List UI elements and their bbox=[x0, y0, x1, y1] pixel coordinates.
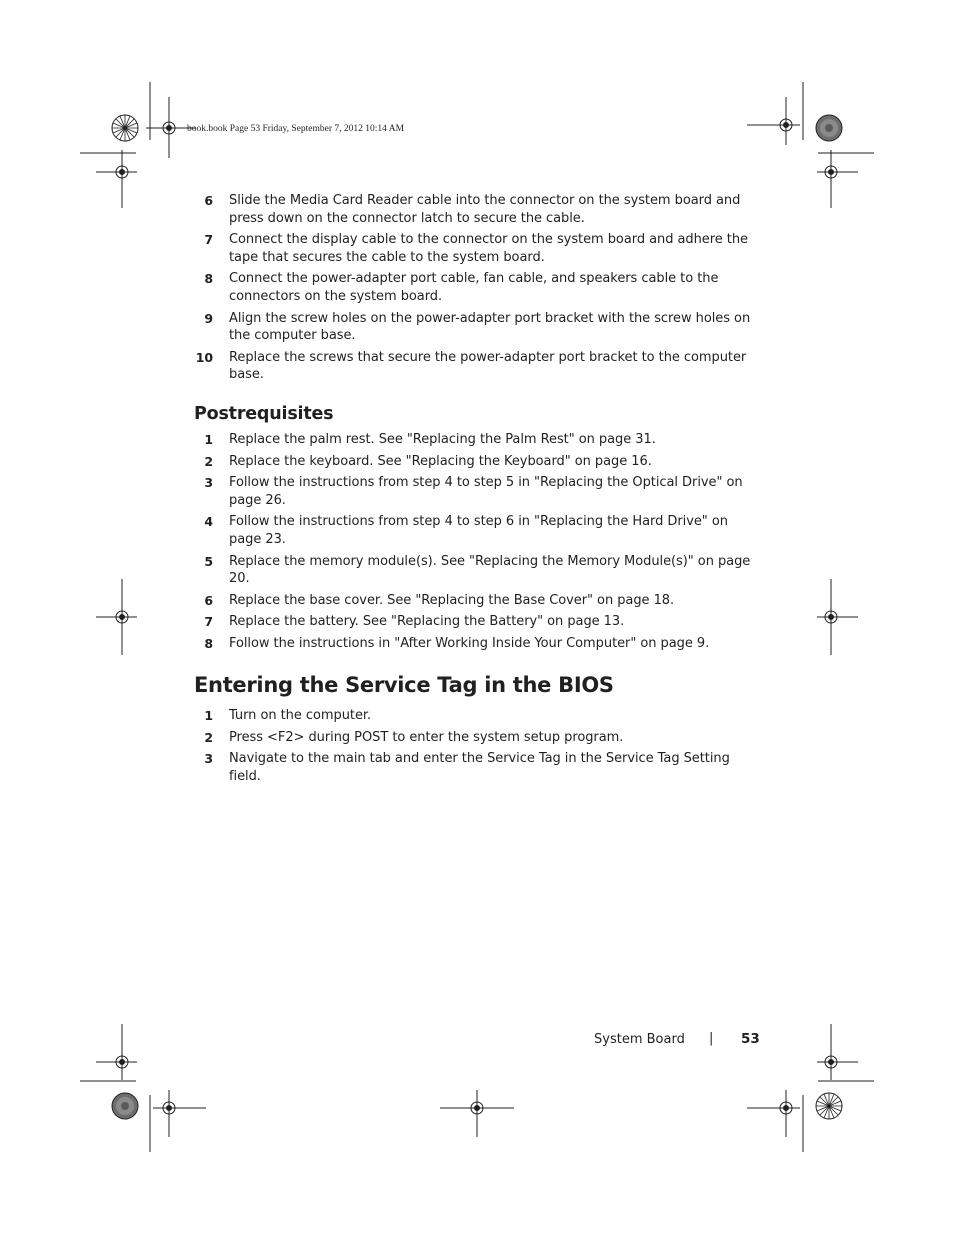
step-number: 10 bbox=[195, 349, 213, 365]
step-text: Turn on the computer. bbox=[229, 708, 372, 723]
list-item bbox=[194, 192, 754, 227]
starburst-registration-icon bbox=[816, 1093, 842, 1119]
step-number: 8 bbox=[204, 635, 213, 651]
list-item bbox=[194, 707, 754, 725]
step-text: Follow the instructions from step 4 to step 5 in "Replacing the Optical Drive" on page 26. bbox=[229, 475, 743, 508]
registration-crosshair-icon bbox=[817, 150, 858, 208]
step-text: Navigate to the main tab and enter the Service Tag in the Service Tag Setting field. bbox=[229, 751, 730, 784]
list-item bbox=[194, 431, 754, 449]
step-number: 5 bbox=[204, 553, 213, 569]
registration-crosshair-icon bbox=[747, 1090, 800, 1137]
step-text: Align the screw holes on the power-adapter port bracket with the screw holes on the computer base. bbox=[229, 310, 751, 344]
list-item bbox=[194, 513, 754, 548]
step-number: 7 bbox=[204, 232, 213, 248]
step-text: Press <F2> during POST to enter the system setup program. bbox=[229, 729, 624, 745]
step-number: 6 bbox=[204, 592, 213, 608]
registration-crosshair-icon bbox=[153, 1090, 206, 1137]
print-slug-header: book.book Page 53 Friday, September 7, 2012 10:14 AM bbox=[187, 124, 405, 134]
step-text: Connect the power-adapter port cable, fan cable, and speakers cable to the connectors on the system board. bbox=[229, 271, 719, 304]
step-number: 7 bbox=[204, 614, 213, 630]
starburst-registration-icon bbox=[112, 115, 138, 141]
postrequisites-heading: Postrequisites bbox=[194, 404, 334, 424]
list-item bbox=[194, 592, 754, 610]
step-text: Follow the instructions in "After Working Inside Your Computer" on page 9. bbox=[229, 635, 710, 651]
step-number: 4 bbox=[204, 514, 213, 530]
list-item bbox=[194, 270, 754, 305]
postrequisites-list bbox=[194, 431, 754, 657]
registration-crosshair-icon bbox=[96, 1024, 137, 1080]
install-steps-list bbox=[194, 192, 754, 388]
step-number: 2 bbox=[204, 729, 213, 745]
step-text: Follow the instructions from step 4 to step 6 in "Replacing the Hard Drive" on page 23. bbox=[229, 514, 728, 547]
gray-registration-disc-icon bbox=[816, 115, 842, 141]
registration-crosshair-icon bbox=[747, 97, 800, 145]
step-text: Connect the display cable to the connector on the system board and adhere the tape that secures the cable to the system board. bbox=[229, 232, 748, 265]
step-text: Replace the keyboard. See "Replacing the Keyboard" on page 16. bbox=[229, 453, 652, 469]
step-text: Slide the Media Card Reader cable into the connector on the system board and press down on the connector latch to secure the cable. bbox=[229, 193, 741, 226]
step-text: Replace the base cover. See "Replacing the Base Cover" on page 18. bbox=[229, 592, 675, 608]
list-item bbox=[194, 613, 754, 631]
step-number: 6 bbox=[204, 193, 213, 208]
list-item bbox=[194, 474, 754, 509]
step-number: 3 bbox=[204, 475, 213, 491]
list-item bbox=[194, 310, 754, 345]
registration-crosshair-icon bbox=[96, 579, 137, 655]
list-item bbox=[194, 635, 754, 653]
registration-crosshair-icon bbox=[96, 150, 137, 208]
registration-crosshair-icon bbox=[817, 579, 858, 655]
step-number: 8 bbox=[204, 271, 213, 287]
registration-crosshair-icon bbox=[817, 1024, 858, 1080]
step-text: Replace the memory module(s). See "Replacing the Memory Module(s)" on page 20. bbox=[229, 553, 751, 587]
step-text: Replace the screws that secure the power-adapter port bracket to the computer base. bbox=[229, 349, 747, 383]
step-text: Replace the battery. See "Replacing the Battery" on page 13. bbox=[229, 614, 625, 630]
step-number: 3 bbox=[204, 751, 213, 767]
list-item bbox=[194, 349, 754, 384]
registration-crosshair-icon bbox=[440, 1090, 514, 1137]
service-tag-heading: Entering the Service Tag in the BIOS bbox=[194, 673, 614, 697]
step-number: 1 bbox=[204, 432, 213, 447]
list-item bbox=[194, 453, 754, 471]
list-item bbox=[194, 231, 754, 266]
service-tag-steps-list bbox=[194, 707, 754, 789]
gray-registration-disc-icon bbox=[112, 1093, 138, 1119]
footer-section-title: System Board bbox=[594, 1032, 685, 1047]
page-number: 53 bbox=[741, 1031, 760, 1047]
step-number: 1 bbox=[204, 708, 213, 723]
step-number: 2 bbox=[204, 453, 213, 469]
list-item bbox=[194, 553, 754, 588]
footer-separator: | bbox=[709, 1031, 714, 1046]
step-number: 9 bbox=[204, 310, 213, 326]
list-item bbox=[194, 729, 754, 747]
step-text: Replace the palm rest. See "Replacing the Palm Rest" on page 31. bbox=[229, 432, 656, 447]
list-item bbox=[194, 750, 754, 785]
